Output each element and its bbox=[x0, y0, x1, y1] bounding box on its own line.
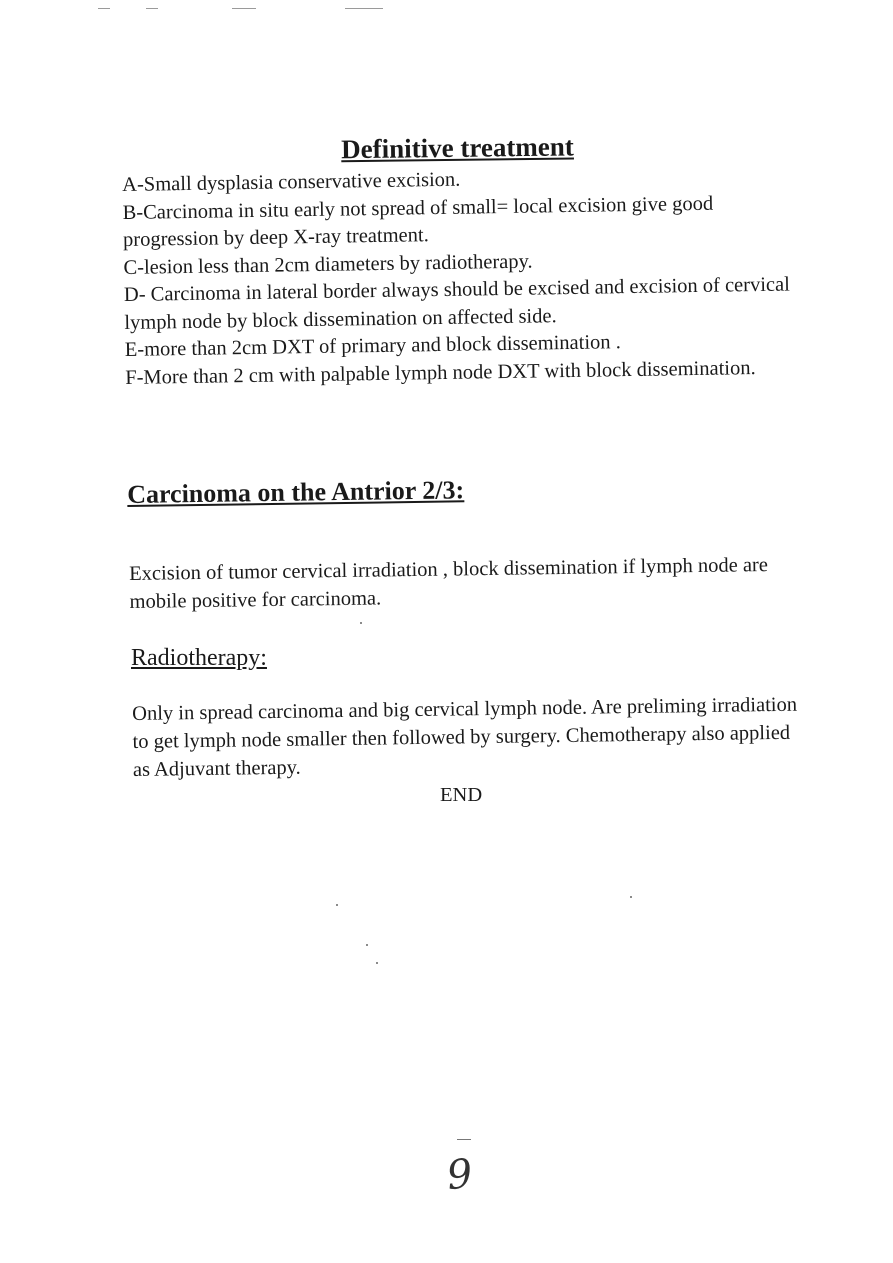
scan-artifacts bbox=[0, 0, 893, 20]
radiotherapy-heading: Radiotherapy: bbox=[131, 645, 267, 671]
scan-speck bbox=[336, 904, 338, 906]
scan-artifact-dash bbox=[457, 1139, 471, 1140]
treatment-item-e: E-more than 2cm DXT of primary and block dissemination . bbox=[124, 331, 621, 361]
treatment-item-f: F-More than 2 cm with palpable lymph node DXT with block dissemination. bbox=[125, 356, 756, 389]
treatment-item-b: B-Carcinoma in situ early not spread of small= local excision give good progression by deep X-ray treatment. bbox=[122, 192, 714, 251]
radiotherapy-body: Only in spread carcinoma and big cervical lymph node. Are preliming irradiation to get lymph node smaller then followed by surgery. Chemotherapy also applied as Adjuvant therapy. bbox=[132, 693, 798, 781]
definitive-treatment-heading: Definitive treatment bbox=[340, 131, 574, 165]
scan-speck bbox=[360, 622, 362, 624]
scan-speck bbox=[376, 962, 378, 964]
treatment-item-a: A-Small dysplasia conservative excision. bbox=[122, 168, 461, 196]
anterior-carcinoma-heading: Carcinoma on the Antrior 2/3: bbox=[127, 475, 465, 509]
anterior-carcinoma-body: Excision of tumor cervical irradiation , block dissemination if lymph node are mobile positive for carcinoma. bbox=[129, 554, 769, 613]
treatment-item-c: C-lesion less than 2cm diameters by radiotherapy. bbox=[123, 250, 533, 279]
scan-speck bbox=[630, 896, 632, 898]
page-number: 9 bbox=[444, 1150, 475, 1200]
scan-speck bbox=[366, 944, 368, 946]
treatment-item-d: D- Carcinoma in lateral border always should be excised and excision of cervical lymph node by block dissemination on affected side. bbox=[123, 273, 791, 334]
definitive-treatment-list bbox=[122, 161, 805, 392]
end-label: END bbox=[440, 784, 483, 806]
